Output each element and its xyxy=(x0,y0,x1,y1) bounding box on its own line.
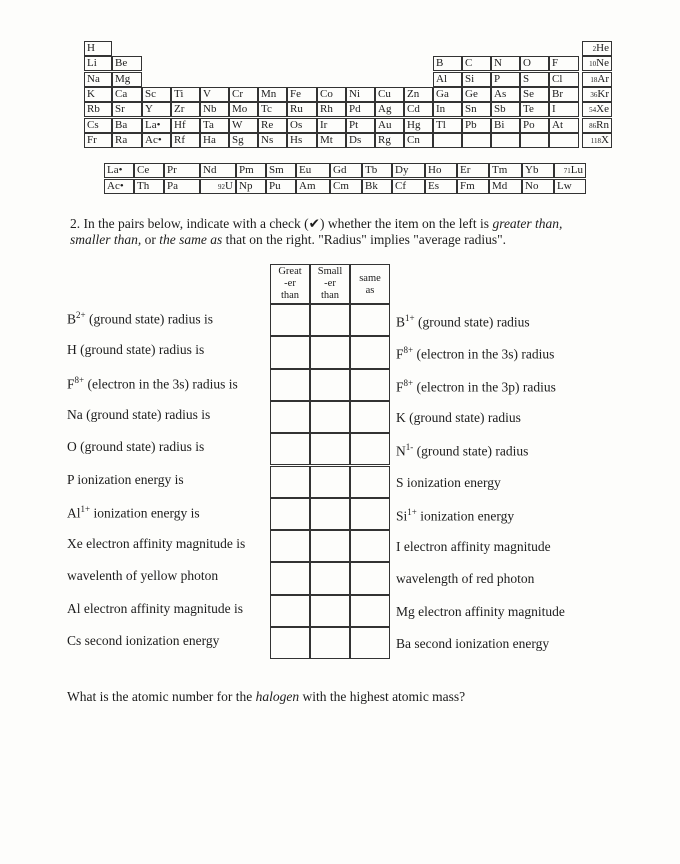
element-cell: Zn xyxy=(404,87,433,102)
element-cell: La• xyxy=(142,118,171,133)
element-cell: Hg xyxy=(404,118,433,133)
answer-checkbox-cell[interactable] xyxy=(270,466,310,498)
element-cell: Cd xyxy=(404,102,433,117)
element-cell: Bi xyxy=(491,118,520,133)
element-cell: Md xyxy=(489,179,522,194)
element-cell xyxy=(491,133,520,148)
check-mark-icon: ✔ xyxy=(308,216,320,231)
element-cell: Os xyxy=(287,118,317,133)
element-cell: Ru xyxy=(287,102,317,117)
periodic-table xyxy=(0,0,680,192)
element-cell: Hs xyxy=(287,133,317,148)
element-cell: Tl xyxy=(433,118,462,133)
answer-checkbox-cell[interactable] xyxy=(310,498,350,530)
final-question: What is the atomic number for the halogen with the highest atomic mass? xyxy=(67,689,466,704)
element-cell: Dy xyxy=(392,163,425,178)
element-cell: Cs xyxy=(84,118,112,133)
answer-checkbox-cell[interactable] xyxy=(310,336,350,368)
element-cell: Li xyxy=(84,56,112,71)
element-cell: Hf xyxy=(171,118,200,133)
answer-checkbox-cell[interactable] xyxy=(270,304,310,336)
element-cell: H xyxy=(84,41,112,56)
element-cell: Rh xyxy=(317,102,346,117)
element-cell: Re xyxy=(258,118,287,133)
answer-checkbox-cell[interactable] xyxy=(270,369,310,401)
element-cell: Cm xyxy=(330,179,362,194)
element-cell: Mo xyxy=(229,102,258,117)
element-cell: Te xyxy=(520,102,549,117)
answer-checkbox-cell[interactable] xyxy=(310,433,350,465)
element-cell: Se xyxy=(520,87,549,102)
left-comparison-item: P ionization energy is xyxy=(67,471,184,487)
element-cell: Ac• xyxy=(142,133,171,148)
element-cell: Ho xyxy=(425,163,457,178)
element-cell: 36Kr xyxy=(582,87,612,102)
element-cell xyxy=(462,133,491,148)
answer-checkbox-cell[interactable] xyxy=(350,627,390,659)
element-cell: Co xyxy=(317,87,346,102)
left-comparison-item: $Al^{1+}$ ionization energy is xyxy=(67,503,200,521)
element-cell: Pb xyxy=(462,118,491,133)
left-comparison-item: Xe electron affinity magnitude is xyxy=(67,536,246,552)
element-cell: Np xyxy=(236,179,266,194)
left-comparison-item: O (ground state) radius is xyxy=(67,439,205,455)
answer-checkbox-cell[interactable] xyxy=(270,401,310,433)
answer-checkbox-cell[interactable] xyxy=(310,562,350,594)
answer-checkbox-cell[interactable] xyxy=(270,627,310,659)
element-cell: Ds xyxy=(346,133,375,148)
element-cell: Ca xyxy=(112,87,142,102)
left-comparison-item: H (ground state) radius is xyxy=(67,342,205,358)
element-cell: No xyxy=(522,179,554,194)
element-cell: At xyxy=(549,118,579,133)
element-cell: Ga xyxy=(433,87,462,102)
element-cell: 2He xyxy=(582,41,612,56)
element-cell: Cl xyxy=(549,72,579,87)
column-header: same as xyxy=(350,264,390,304)
element-cell: Fe xyxy=(287,87,317,102)
right-comparison-item: S ionization energy xyxy=(396,474,501,490)
element-cell: Sg xyxy=(229,133,258,148)
column-header: Small -er than xyxy=(310,264,350,304)
left-comparison-item: $B^{2+}$ (ground state) radius is xyxy=(67,310,214,327)
right-comparison-item: Mg electron affinity magnitude xyxy=(396,603,565,619)
element-cell xyxy=(520,133,549,148)
element-cell: Rb xyxy=(84,102,112,117)
element-cell: V xyxy=(200,87,229,102)
right-comparison-item: $F^{8+}$ (electron in the 3p) radius xyxy=(396,377,556,395)
element-cell: Pa xyxy=(164,179,200,194)
element-cell: Nd xyxy=(200,163,236,178)
element-cell: Y xyxy=(142,102,171,117)
element-cell: Fr xyxy=(84,133,112,148)
answer-checkbox-cell[interactable] xyxy=(310,401,350,433)
answer-checkbox-cell[interactable] xyxy=(310,595,350,627)
answer-checkbox-cell[interactable] xyxy=(270,562,310,594)
element-cell: Er xyxy=(457,163,489,178)
element-cell: Cf xyxy=(392,179,425,194)
element-cell: Yb xyxy=(522,163,554,178)
right-comparison-item: $B^{1+}$ (ground state) radius xyxy=(396,313,530,330)
answer-checkbox-cell[interactable] xyxy=(350,530,390,562)
element-cell: O xyxy=(520,56,549,71)
answer-checkbox-cell[interactable] xyxy=(270,433,310,465)
element-cell: Pd xyxy=(346,102,375,117)
element-cell: Sb xyxy=(491,102,520,117)
answer-checkbox-cell[interactable] xyxy=(350,595,390,627)
answer-checkbox-cell[interactable] xyxy=(270,336,310,368)
element-cell: 92U xyxy=(200,179,236,194)
element-cell: Bk xyxy=(362,179,392,194)
element-cell: Au xyxy=(375,118,404,133)
element-cell: Rf xyxy=(171,133,200,148)
element-cell: I xyxy=(549,102,579,117)
element-cell: Ce xyxy=(134,163,164,178)
answer-checkbox-cell[interactable] xyxy=(350,498,390,530)
answer-checkbox-cell[interactable] xyxy=(270,595,310,627)
element-cell: Si xyxy=(462,72,491,87)
element-cell: Po xyxy=(520,118,549,133)
answer-checkbox-cell[interactable] xyxy=(350,369,390,401)
column-header: Great -er than xyxy=(270,264,310,304)
element-cell: Al xyxy=(433,72,462,87)
element-cell: Zr xyxy=(171,102,200,117)
right-comparison-item: $Si^{1+}$ ionization energy xyxy=(396,506,515,524)
element-cell: 18Ar xyxy=(582,72,612,87)
element-cell: Th xyxy=(134,179,164,194)
element-cell: Ha xyxy=(200,133,229,148)
answer-checkbox-cell[interactable] xyxy=(350,466,390,498)
right-comparison-item: Ba second ionization energy xyxy=(396,636,550,651)
element-cell: Ns xyxy=(258,133,287,148)
element-cell: F xyxy=(549,56,579,71)
element-cell: Ir xyxy=(317,118,346,133)
left-comparison-item: $F^{8+}$ (electron in the 3s) radius is xyxy=(67,374,238,392)
answer-checkbox-cell[interactable] xyxy=(270,498,310,530)
right-comparison-item: I electron affinity magnitude xyxy=(396,539,551,555)
element-cell: Tm xyxy=(489,163,522,178)
element-cell: S xyxy=(520,72,549,87)
element-cell: Cr xyxy=(229,87,258,102)
element-cell: B xyxy=(433,56,462,71)
element-cell: Ag xyxy=(375,102,404,117)
answer-checkbox-cell[interactable] xyxy=(310,627,350,659)
element-cell: N xyxy=(491,56,520,71)
element-cell: Ba xyxy=(112,118,142,133)
element-cell: Lw xyxy=(554,179,586,194)
left-comparison-item: wavelenth of yellow photon xyxy=(67,568,219,584)
left-comparison-item: Cs second ionization energy xyxy=(67,633,220,648)
element-cell: Cu xyxy=(375,87,404,102)
element-cell: In xyxy=(433,102,462,117)
answer-checkbox-cell[interactable] xyxy=(350,336,390,368)
element-cell: Ge xyxy=(462,87,491,102)
element-cell: Gd xyxy=(330,163,362,178)
element-cell: Ac• xyxy=(104,179,134,194)
element-cell xyxy=(433,133,462,148)
left-comparison-item: Al electron affinity magnitude is xyxy=(67,600,243,616)
element-cell: Sr xyxy=(112,102,142,117)
element-cell: Tc xyxy=(258,102,287,117)
right-comparison-item: K (ground state) radius xyxy=(396,409,521,425)
answer-checkbox-cell[interactable] xyxy=(310,530,350,562)
element-cell: Sn xyxy=(462,102,491,117)
element-cell: W xyxy=(229,118,258,133)
element-cell: Ni xyxy=(346,87,375,102)
element-cell: Ra xyxy=(112,133,142,148)
element-cell: Pm xyxy=(236,163,266,178)
element-cell: 86Rn xyxy=(582,118,612,133)
answer-checkbox-cell[interactable] xyxy=(310,466,350,498)
element-cell: Mg xyxy=(112,72,142,87)
element-cell: Tb xyxy=(362,163,392,178)
element-cell: Ta xyxy=(200,118,229,133)
element-cell: Eu xyxy=(296,163,330,178)
answer-checkbox-cell[interactable] xyxy=(310,304,350,336)
element-cell: 71Lu xyxy=(554,163,586,178)
element-cell: Pr xyxy=(164,163,200,178)
element-cell: P xyxy=(491,72,520,87)
answer-checkbox-cell[interactable] xyxy=(350,401,390,433)
element-cell: Es xyxy=(425,179,457,194)
answer-checkbox-cell[interactable] xyxy=(350,433,390,465)
element-cell: Sm xyxy=(266,163,296,178)
element-cell: Br xyxy=(549,87,579,102)
element-cell: Pu xyxy=(266,179,296,194)
element-cell: Mt xyxy=(317,133,346,148)
element-cell: Fm xyxy=(457,179,489,194)
answer-checkbox-cell[interactable] xyxy=(310,369,350,401)
element-cell: C xyxy=(462,56,491,71)
element-cell: Pt xyxy=(346,118,375,133)
element-cell xyxy=(549,133,579,148)
element-cell: 54Xe xyxy=(582,102,612,117)
answer-checkbox-cell[interactable] xyxy=(350,562,390,594)
element-cell: Am xyxy=(296,179,330,194)
right-comparison-item: $F^{8+}$ (electron in the 3s) radius xyxy=(396,345,555,362)
element-cell: Mn xyxy=(258,87,287,102)
element-cell: Cn xyxy=(404,133,433,148)
element-cell: Rg xyxy=(375,133,404,148)
left-comparison-item: Na (ground state) radius is xyxy=(67,406,211,422)
element-cell: La• xyxy=(104,163,134,178)
answer-checkbox-cell[interactable] xyxy=(270,530,310,562)
element-cell: Na xyxy=(84,72,112,87)
element-cell: Be xyxy=(112,56,142,71)
element-cell: K xyxy=(84,87,112,102)
answer-checkbox-cell[interactable] xyxy=(350,304,390,336)
right-comparison-item: wavelength of red photon xyxy=(396,571,535,587)
element-cell: Ti xyxy=(171,87,200,102)
question-2-instructions: 2. In the pairs below, indicate with a check (✔) whether the item on the left is greater than, smaller than, or the same as that on the right. "Radius" implies "average radius". xyxy=(70,216,563,247)
right-comparison-item: $N^{1-}$ (ground state) radius xyxy=(396,442,529,459)
element-cell: Sc xyxy=(142,87,171,102)
element-cell: 118X xyxy=(582,133,612,148)
element-cell: As xyxy=(491,87,520,102)
element-cell: Nb xyxy=(200,102,229,117)
element-cell: 10Ne xyxy=(582,56,612,71)
